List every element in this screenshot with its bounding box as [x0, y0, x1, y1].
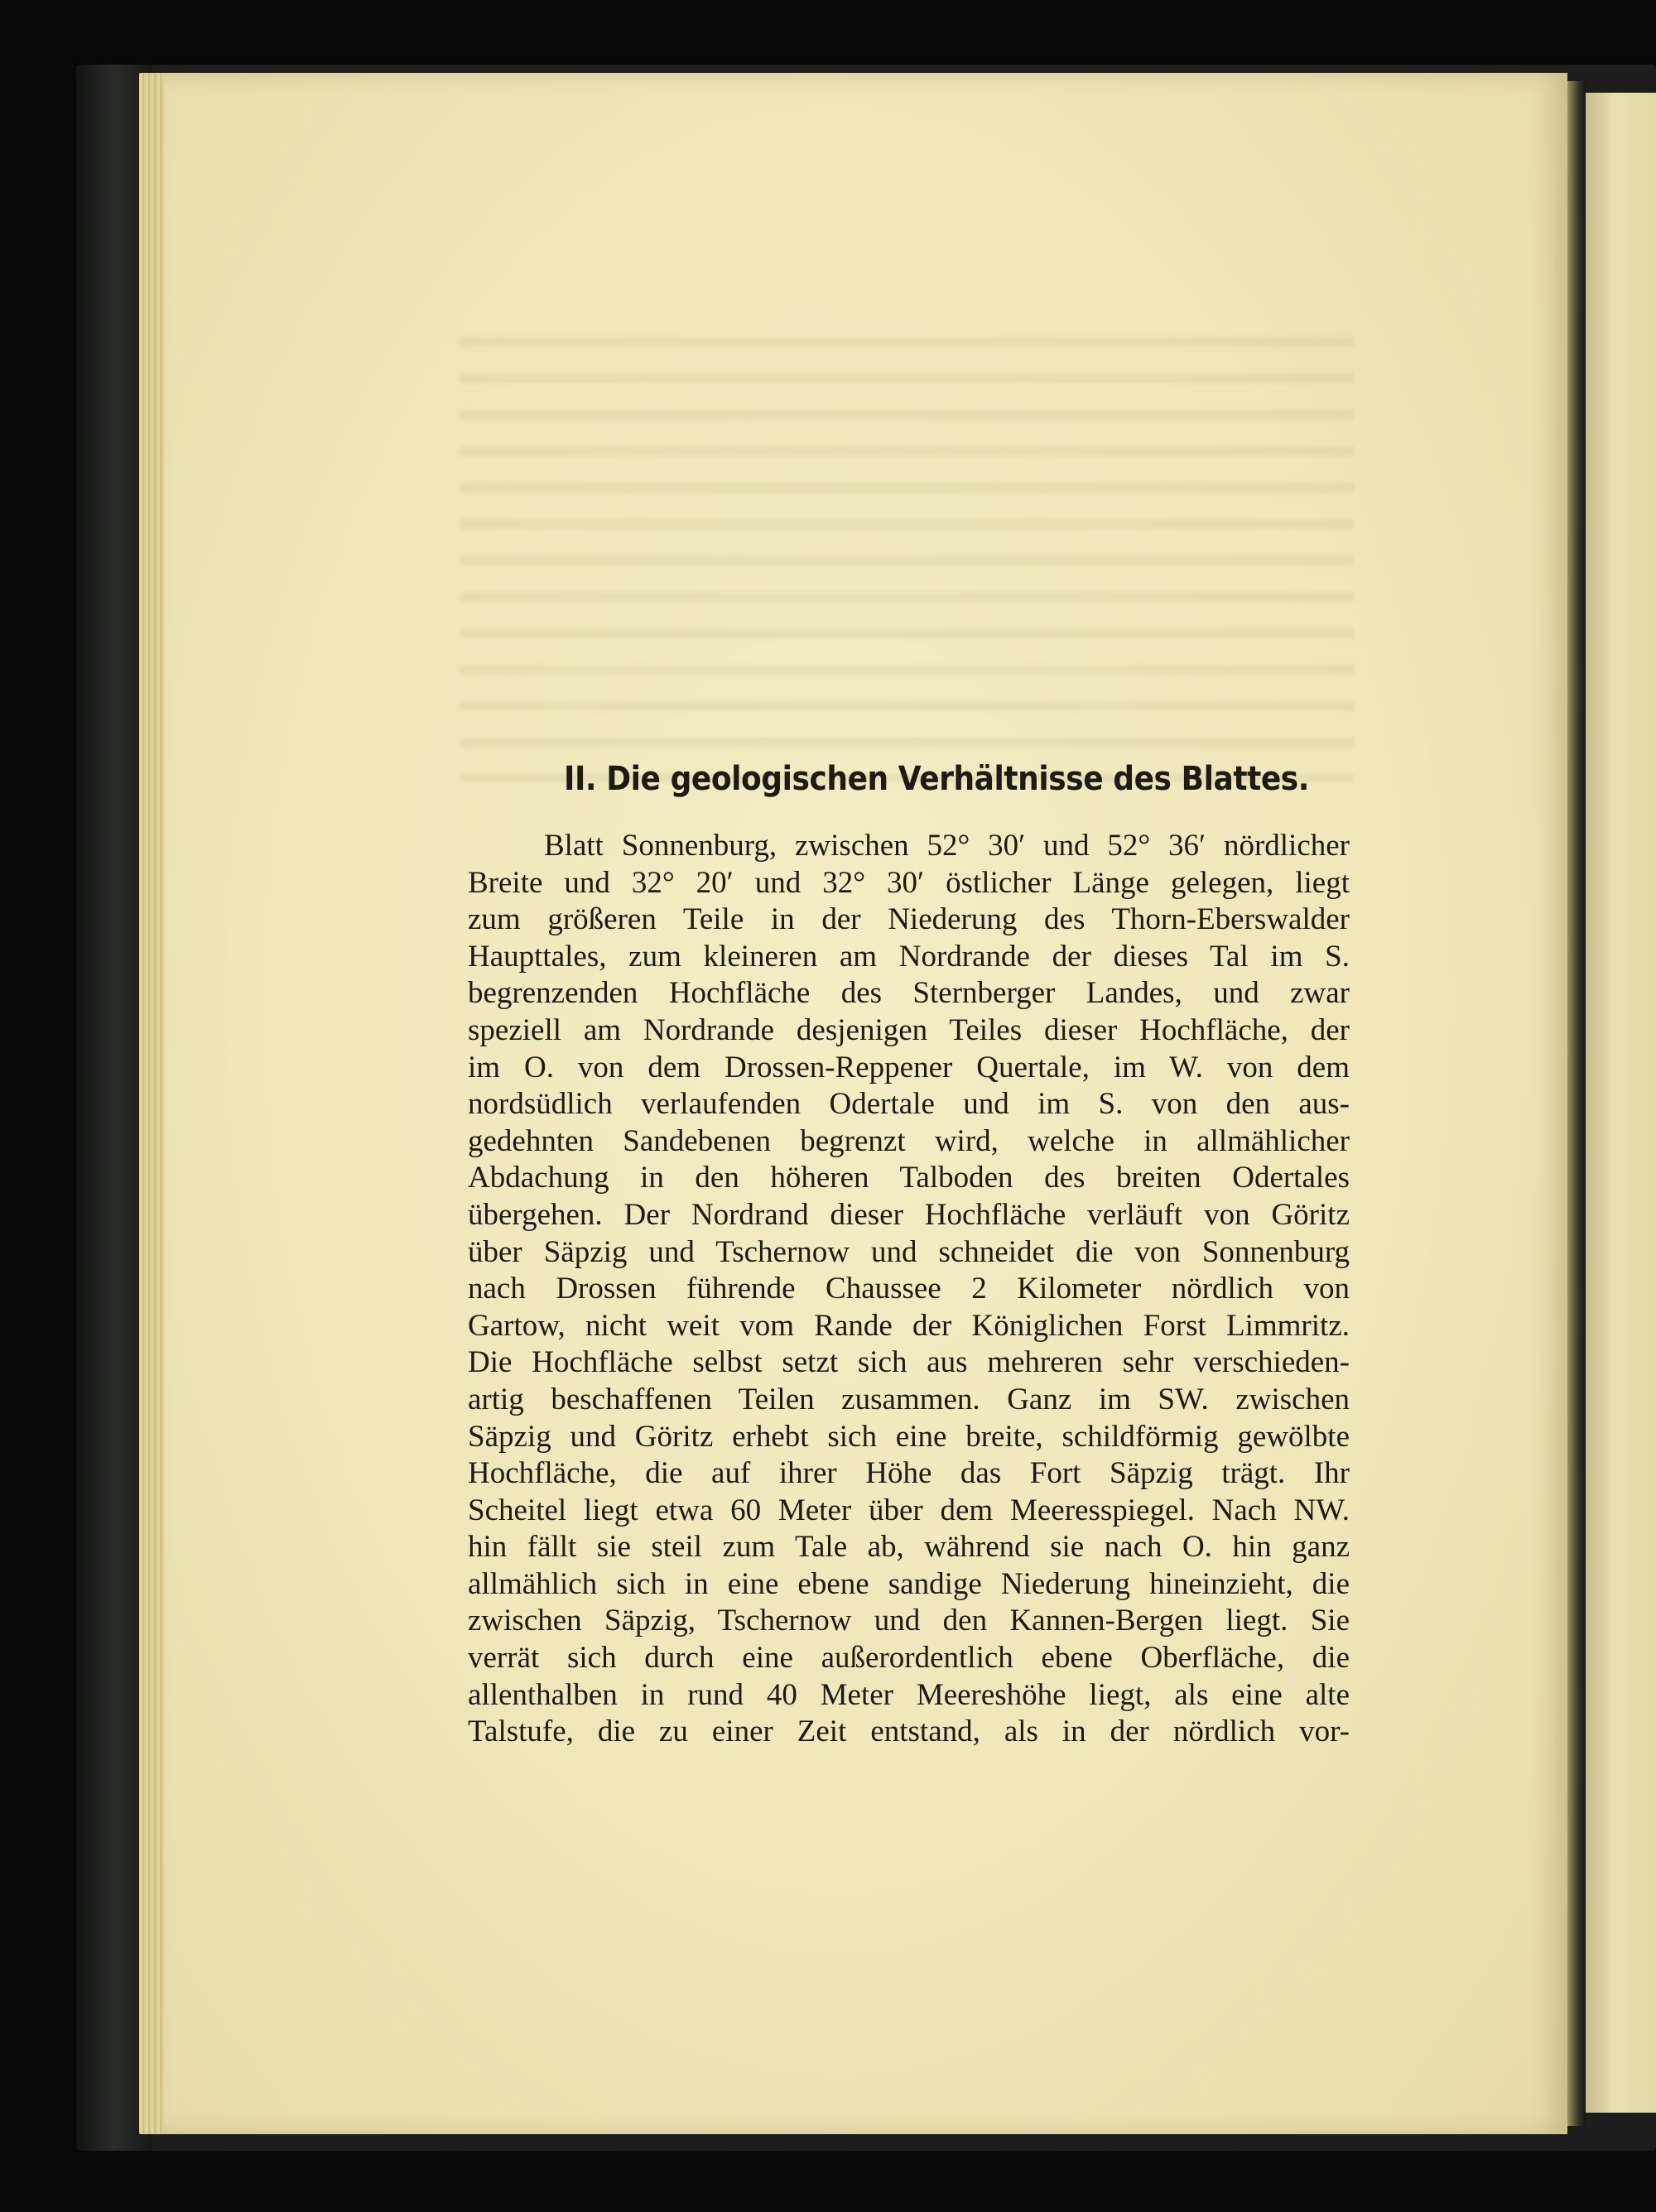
text-line: speziell am Nordrande desjenigen Teiles dieser Hochfläche, der [468, 1012, 1350, 1047]
show-through-text [460, 319, 1354, 782]
text-line: artig beschaffenen Teilen zusammen. Ganz im SW. zwischen [468, 1382, 1350, 1416]
text-line: Abdachung in den höheren Talboden des breiten Odertales [468, 1161, 1350, 1195]
text-line: nach Drossen führende Chaussee 2 Kilometer nördlich von [468, 1272, 1350, 1306]
text-line: Talstufe, die zu einer Zeit entstand, als in der nördlich vor- [468, 1714, 1350, 1749]
body-paragraph [468, 828, 1350, 1751]
text-line: Gartow, nicht weit vom Rande der Königlichen Forst Limmritz. [468, 1308, 1350, 1343]
text-line: Säpzig und Göritz erhebt sich eine breite, schildförmig gewölbte [468, 1419, 1350, 1454]
text-line: Haupttales, zum kleineren am Nordrande der dieses Tal im S. [468, 939, 1350, 974]
text-line: zwischen Säpzig, Tschernow und den Kannen-Bergen liegt. Sie [468, 1604, 1350, 1638]
text-line: über Säpzig und Tschernow und schneidet die von Sonnenburg [468, 1234, 1350, 1269]
text-line: begrenzenden Hochfläche des Sternberger Landes, und zwar [468, 976, 1350, 1011]
facing-page-edge [1586, 93, 1656, 2113]
text-line: allenthalben in rund 40 Meter Meereshöhe liegt, als eine alte [468, 1677, 1350, 1712]
section-heading: II. Die geologischen Verhältnisse des Blattes. [564, 760, 1310, 798]
text-line: im O. von dem Drossen-Reppener Quertale, im W. von dem [468, 1050, 1350, 1084]
page-content [468, 760, 1350, 1751]
text-line: hin fällt sie steil zum Tale ab, während sie nach O. hin ganz [468, 1530, 1350, 1565]
text-line: nordsüdlich verlaufenden Odertale und im S. von den aus- [468, 1087, 1350, 1122]
text-line: Breite und 32° 20′ und 32° 30′ östlicher Länge geleg⁠en, liegt [468, 865, 1350, 900]
text-line: zum größeren Teile in der Niederung des Thorn-Eberswalder [468, 902, 1350, 937]
page-gutter [1567, 81, 1586, 2126]
text-line: verrät sich durch eine außerordentlich ebene Oberfläche, die [468, 1641, 1350, 1676]
text-line: Blatt Sonnenburg, zwischen 52° 30′ und 52° 36′ nördlicher [544, 829, 1350, 863]
text-line: Hochfläche, die auf ihrer Höhe das Fort Säpzig trägt. Ihr [468, 1456, 1350, 1491]
text-line: Scheitel liegt etwa 60 Meter über dem Meeresspiegel. Nach NW. [468, 1493, 1350, 1527]
text-line: gedehnten Sandebenen begrenzt wird, welche in allmählicher [468, 1123, 1350, 1158]
text-line: allmählich sich in eine ebene sandige Niederung hineinzieht, die [468, 1566, 1350, 1601]
text-line: übergehen. Der Nordrand dieser Hochfläche verläuft von Göritz [468, 1197, 1350, 1232]
text-line: Die Hochfläche selbst setzt sich aus mehreren sehr verschieden- [468, 1345, 1350, 1380]
